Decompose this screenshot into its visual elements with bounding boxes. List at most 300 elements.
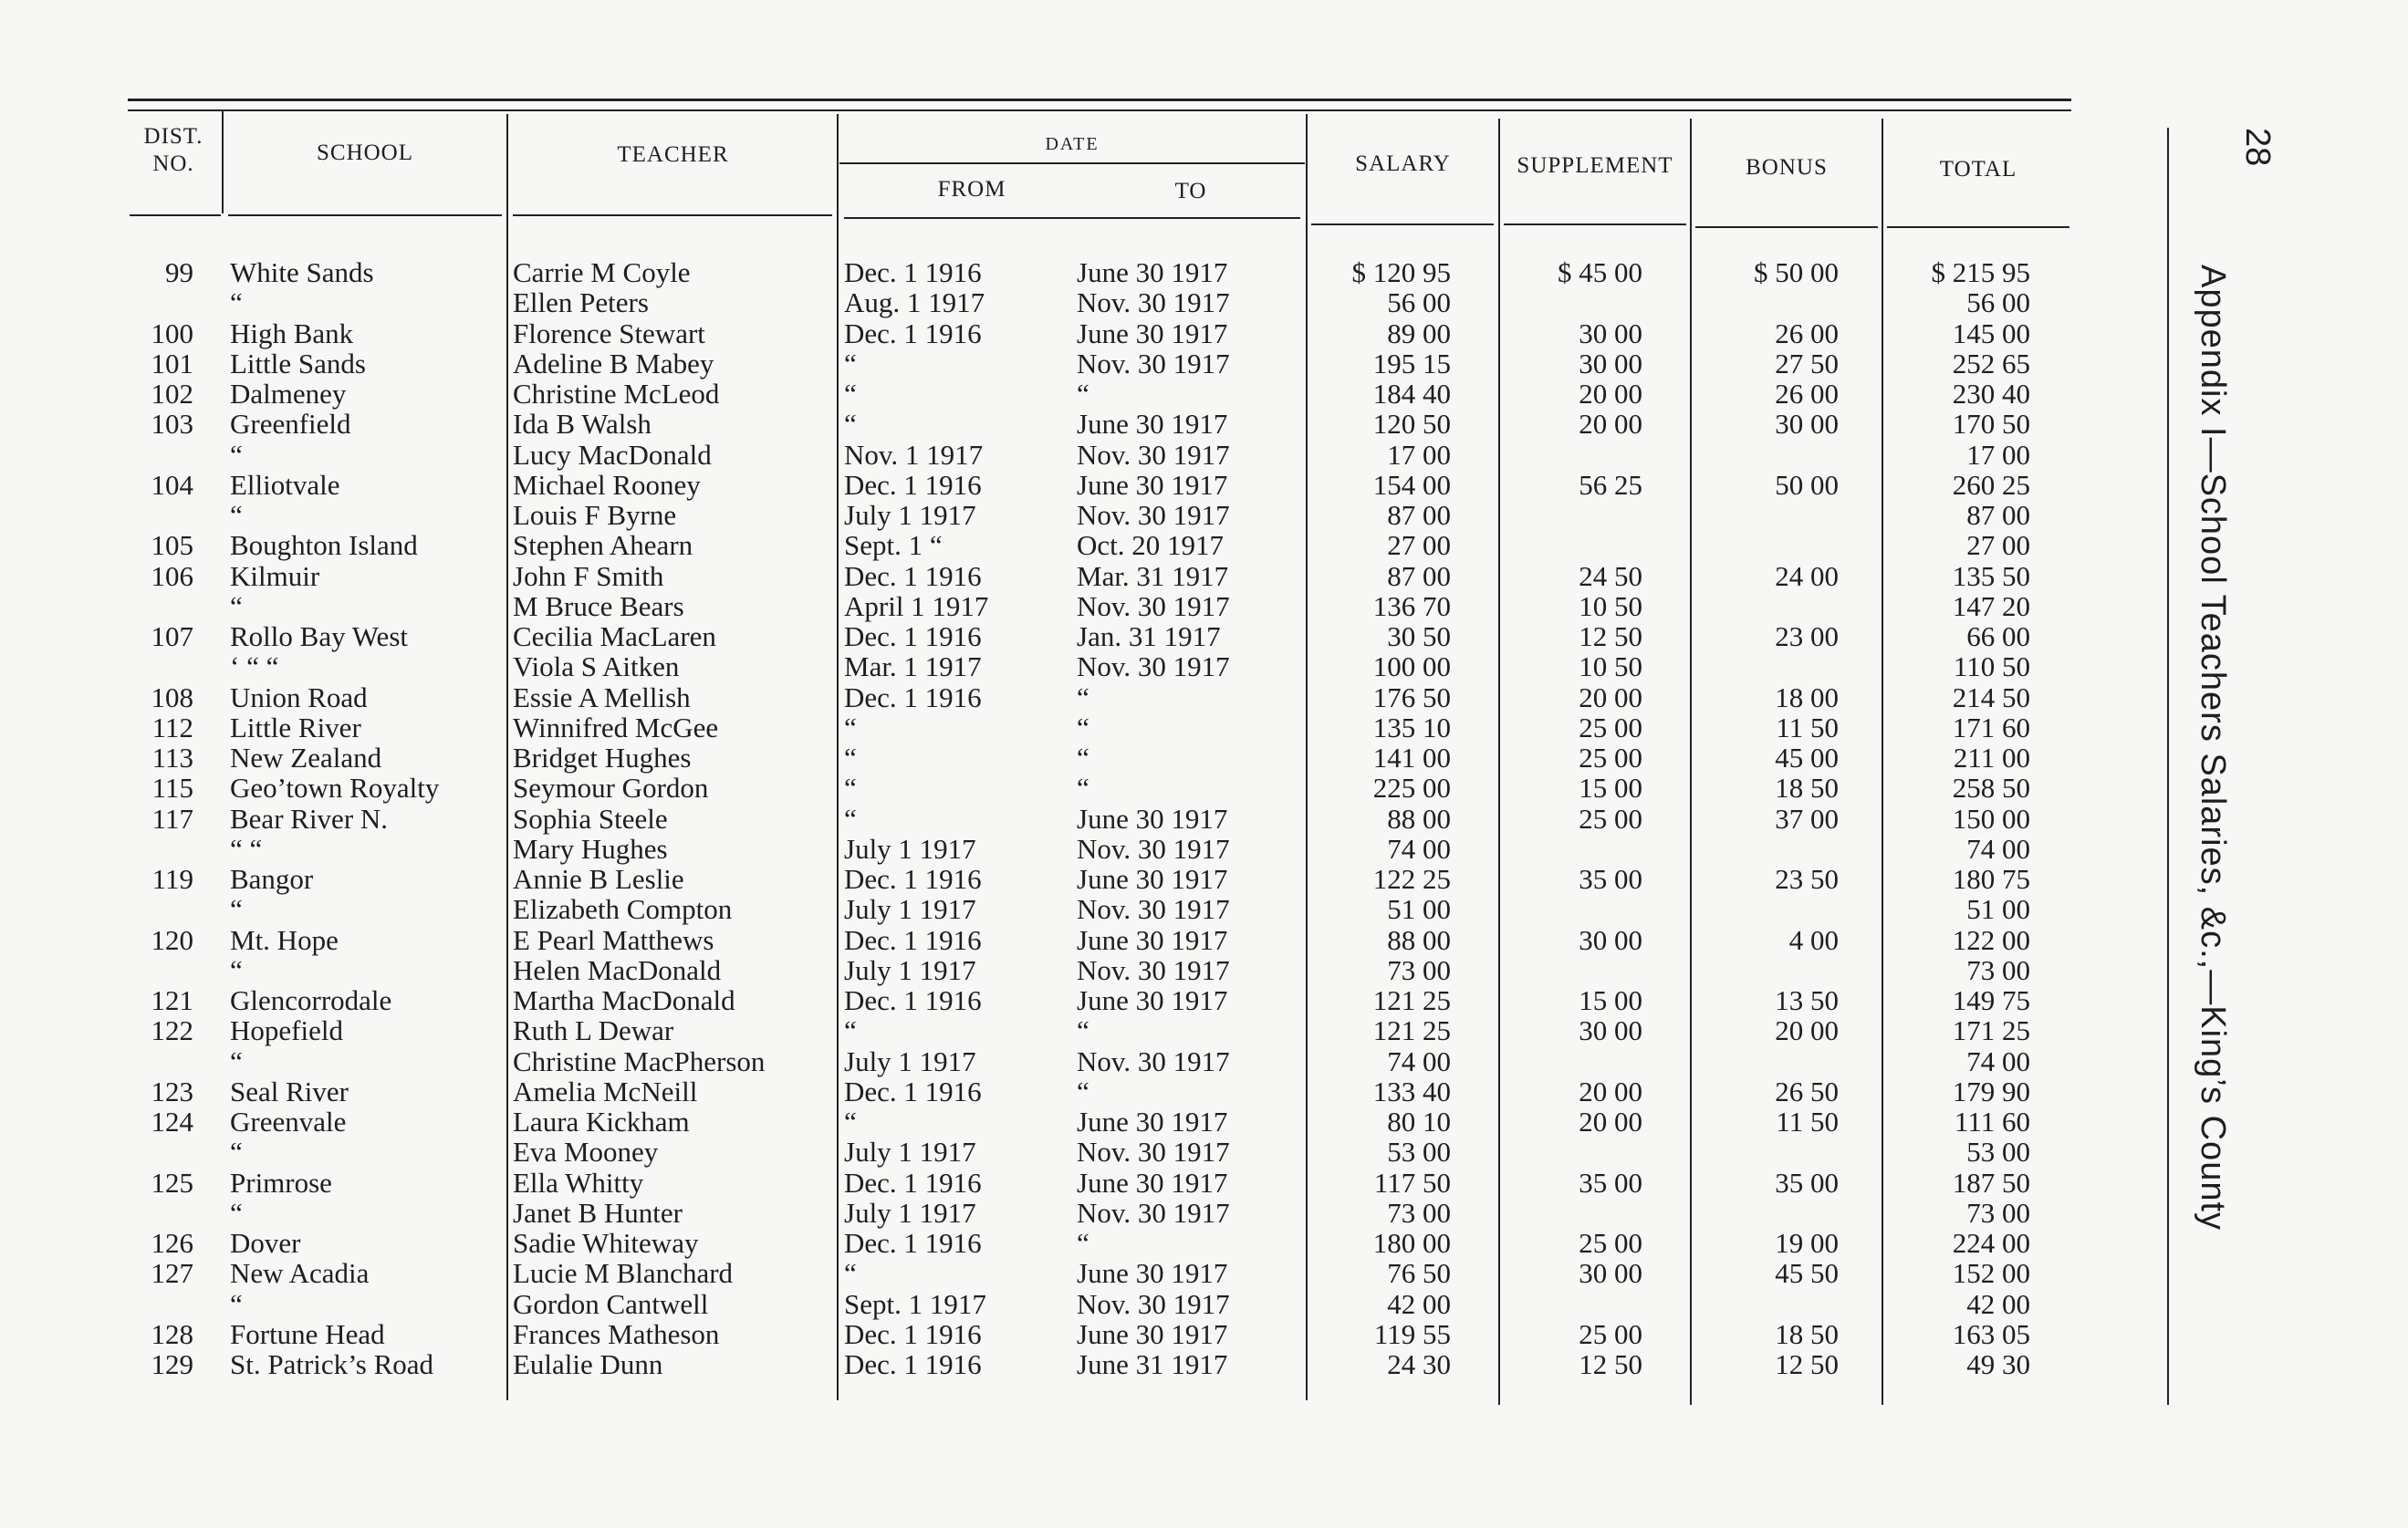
from-date-cell: “ <box>844 1257 857 1290</box>
salary-cell: $ 120 95 <box>1351 256 1451 288</box>
salary-cell: 225 00 <box>1372 772 1451 805</box>
school-cell: “ “ <box>230 832 263 865</box>
from-date-cell: July 1 1917 <box>844 1196 976 1229</box>
supplement-cell: 20 00 <box>1579 1106 1642 1138</box>
from-date-cell: Dec. 1 1916 <box>844 1317 982 1350</box>
school-cell: Rollo Bay West <box>230 620 408 652</box>
school-cell: “ <box>230 1136 243 1169</box>
to-date-cell: June 31 1917 <box>1077 1348 1228 1380</box>
to-date-cell: “ <box>1077 1227 1089 1259</box>
header-bonus: BONUS <box>1746 155 1828 180</box>
bonus-cell: 45 50 <box>1775 1257 1839 1290</box>
salary-cell: 122 25 <box>1372 863 1451 895</box>
table-row <box>0 500 2408 531</box>
bonus-cell: $ 50 00 <box>1754 256 1839 288</box>
total-cell: 163 05 <box>1952 1317 2030 1350</box>
side-caption <box>2167 128 2277 1332</box>
salary-cell: 136 70 <box>1372 589 1451 622</box>
school-cell: Little River <box>230 711 361 743</box>
total-cell: 17 00 <box>1966 438 2030 471</box>
bonus-cell: 26 00 <box>1775 317 1839 349</box>
table-row <box>0 318 2408 349</box>
school-cell: “ <box>230 953 243 986</box>
salary-cell: 42 00 <box>1387 1287 1451 1320</box>
from-date-cell: “ <box>844 711 857 743</box>
salary-cell: 56 00 <box>1387 286 1451 319</box>
to-date-cell: “ <box>1077 742 1089 774</box>
to-date-cell: June 30 1917 <box>1077 408 1228 441</box>
table-row <box>0 1137 2408 1168</box>
salary-cell: 74 00 <box>1387 832 1451 865</box>
total-cell: 110 50 <box>1953 650 2030 683</box>
dist-cell: 102 <box>151 378 193 410</box>
header-underline-7 <box>1695 226 1878 228</box>
total-cell: 180 75 <box>1952 863 2030 895</box>
total-cell: 147 20 <box>1952 589 2030 622</box>
from-date-cell: July 1 1917 <box>844 499 976 531</box>
dist-cell: 129 <box>151 1348 193 1380</box>
total-cell: 73 00 <box>1966 953 2030 986</box>
school-cell: Elliotvale <box>230 468 340 501</box>
supplement-cell: 56 25 <box>1579 468 1642 501</box>
to-date-cell: June 30 1917 <box>1077 1106 1228 1138</box>
bonus-cell: 18 50 <box>1775 1317 1839 1350</box>
from-date-cell: “ <box>844 772 857 805</box>
teacher-cell: Sadie Whiteway <box>513 1227 699 1259</box>
from-date-cell: Dec. 1 1916 <box>844 317 982 349</box>
teacher-cell: Martha MacDonald <box>513 984 735 1016</box>
teacher-cell: Helen MacDonald <box>513 953 722 986</box>
from-date-cell: July 1 1917 <box>844 893 976 926</box>
total-cell: 214 50 <box>1952 681 2030 713</box>
salary-cell: 184 40 <box>1372 378 1451 410</box>
header-salary: SALARY <box>1355 151 1451 176</box>
salary-cell: 195 15 <box>1372 347 1451 379</box>
table-row <box>0 1015 2408 1046</box>
supplement-cell: 20 00 <box>1579 681 1642 713</box>
dist-cell: 112 <box>151 711 193 743</box>
bonus-cell: 11 50 <box>1776 711 1839 743</box>
school-cell: Little Sands <box>230 347 366 379</box>
to-date-cell: “ <box>1077 772 1089 805</box>
salary-cell: 117 50 <box>1373 1166 1451 1199</box>
salary-cell: 53 00 <box>1387 1136 1451 1169</box>
school-cell: Dalmeney <box>230 378 347 410</box>
supplement-cell: 10 50 <box>1579 650 1642 683</box>
salary-cell: 141 00 <box>1372 742 1451 774</box>
school-cell: “ <box>230 893 243 926</box>
supplement-cell: 30 00 <box>1579 923 1642 956</box>
header-underline-3 <box>513 214 832 216</box>
to-date-cell: June 30 1917 <box>1077 984 1228 1016</box>
table-row <box>0 804 2408 835</box>
teacher-cell: Annie B Leslie <box>513 863 684 895</box>
teacher-cell: Ida B Walsh <box>513 408 652 441</box>
bonus-cell: 20 00 <box>1775 1014 1839 1047</box>
header-underline-5 <box>1311 223 1494 225</box>
from-date-cell: Dec. 1 1916 <box>844 863 982 895</box>
header-underline-8 <box>1887 226 2069 228</box>
supplement-cell: 24 50 <box>1579 559 1642 592</box>
to-date-cell: June 30 1917 <box>1077 802 1228 835</box>
total-cell: 152 00 <box>1952 1257 2030 1290</box>
total-cell: 171 25 <box>1952 1014 2030 1047</box>
total-cell: 51 00 <box>1966 893 2030 926</box>
school-cell: White Sands <box>230 256 374 288</box>
from-date-cell: “ <box>844 1014 857 1047</box>
bonus-cell: 4 00 <box>1788 923 1839 956</box>
to-date-cell: “ <box>1077 1075 1089 1107</box>
supplement-cell: 35 00 <box>1579 1166 1642 1199</box>
total-cell: 49 30 <box>1966 1348 2030 1380</box>
from-date-cell: Sept. 1 “ <box>844 529 943 562</box>
dist-cell: 125 <box>151 1166 193 1199</box>
salary-cell: 73 00 <box>1387 1196 1451 1229</box>
from-date-cell: Sept. 1 1917 <box>844 1287 986 1320</box>
teacher-cell: Eulalie Dunn <box>513 1348 663 1380</box>
supplement-cell: $ 45 00 <box>1558 256 1642 288</box>
supplement-cell: 15 00 <box>1579 772 1642 805</box>
to-date-cell: Nov. 30 1917 <box>1077 347 1230 379</box>
total-cell: 111 60 <box>1955 1106 2030 1138</box>
dist-cell: 123 <box>151 1075 193 1107</box>
from-date-cell: Dec. 1 1916 <box>844 984 982 1016</box>
supplement-cell: 12 50 <box>1579 620 1642 652</box>
supplement-cell: 25 00 <box>1579 742 1642 774</box>
bonus-cell: 23 00 <box>1775 620 1839 652</box>
to-date-cell: Nov. 30 1917 <box>1077 832 1230 865</box>
salary-cell: 24 30 <box>1387 1348 1451 1380</box>
bonus-cell: 30 00 <box>1775 408 1839 441</box>
from-date-cell: “ <box>844 347 857 379</box>
table-row <box>0 925 2408 956</box>
teacher-cell: Seymour Gordon <box>513 772 709 805</box>
to-date-cell: June 30 1917 <box>1077 468 1228 501</box>
total-cell: 171 60 <box>1952 711 2030 743</box>
school-cell: “ <box>230 499 243 531</box>
bonus-cell: 18 50 <box>1775 772 1839 805</box>
supplement-cell: 25 00 <box>1579 1317 1642 1350</box>
salary-cell: 51 00 <box>1387 893 1451 926</box>
bonus-cell: 26 00 <box>1775 378 1839 410</box>
supplement-cell: 35 00 <box>1579 863 1642 895</box>
supplement-cell: 10 50 <box>1579 589 1642 622</box>
from-date-cell: Dec. 1 1916 <box>844 559 982 592</box>
header-date: DATE <box>1045 134 1100 154</box>
to-date-cell: June 30 1917 <box>1077 256 1228 288</box>
dist-cell: 100 <box>151 317 193 349</box>
to-date-cell: Nov. 30 1917 <box>1077 1136 1230 1169</box>
from-date-cell: July 1 1917 <box>844 1136 976 1169</box>
to-date-cell: June 30 1917 <box>1077 1166 1228 1199</box>
school-cell: “ <box>230 438 243 471</box>
table-row <box>0 440 2408 471</box>
bonus-cell: 50 00 <box>1775 468 1839 501</box>
dist-cell: 106 <box>151 559 193 592</box>
supplement-cell: 25 00 <box>1579 802 1642 835</box>
table-row <box>0 712 2408 743</box>
col-sep-1 <box>222 111 224 213</box>
table-row <box>0 1076 2408 1107</box>
dist-cell: 105 <box>151 529 193 562</box>
to-date-cell: June 30 1917 <box>1077 1257 1228 1290</box>
total-cell: 87 00 <box>1966 499 2030 531</box>
salary-cell: 176 50 <box>1372 681 1451 713</box>
table-row <box>0 1046 2408 1077</box>
table-row <box>0 894 2408 925</box>
table-row <box>0 955 2408 986</box>
salary-cell: 133 40 <box>1372 1075 1451 1107</box>
salary-cell: 121 25 <box>1372 984 1451 1016</box>
salary-cell: 88 00 <box>1387 802 1451 835</box>
from-date-cell: Dec. 1 1916 <box>844 681 982 713</box>
school-cell: ‘ “ “ <box>230 650 279 683</box>
supplement-cell: 30 00 <box>1579 317 1642 349</box>
teacher-cell: Elizabeth Compton <box>513 893 733 926</box>
school-cell: Seal River <box>230 1075 349 1107</box>
table-row <box>0 348 2408 379</box>
header-underline-6 <box>1504 223 1686 225</box>
teacher-cell: Florence Stewart <box>513 317 705 349</box>
table-row <box>0 1349 2408 1380</box>
total-cell: 56 00 <box>1966 286 2030 319</box>
teacher-cell: Eva Mooney <box>513 1136 659 1169</box>
dist-cell: 121 <box>151 984 193 1016</box>
from-date-cell: July 1 1917 <box>844 1045 976 1077</box>
table-row <box>0 621 2408 652</box>
school-cell: “ <box>230 286 243 319</box>
table-row <box>0 257 2408 288</box>
to-date-cell: June 30 1917 <box>1077 923 1228 956</box>
school-cell: “ <box>230 1196 243 1229</box>
from-date-cell: July 1 1917 <box>844 953 976 986</box>
teacher-cell: Christine McLeod <box>513 378 720 410</box>
dist-cell: 120 <box>151 923 193 956</box>
dist-cell: 104 <box>151 468 193 501</box>
salary-cell: 76 50 <box>1387 1257 1451 1290</box>
teacher-cell: Christine MacPherson <box>513 1045 766 1077</box>
total-cell: 74 00 <box>1966 832 2030 865</box>
from-date-cell: Dec. 1 1916 <box>844 923 982 956</box>
header-school: SCHOOL <box>316 140 413 165</box>
table-row <box>0 409 2408 440</box>
supplement-cell: 20 00 <box>1579 1075 1642 1107</box>
supplement-cell: 25 00 <box>1579 1227 1642 1259</box>
table-row <box>0 1168 2408 1199</box>
total-cell: 73 00 <box>1966 1196 2030 1229</box>
total-cell: 170 50 <box>1952 408 2030 441</box>
table-row <box>0 379 2408 410</box>
school-cell: “ <box>230 589 243 622</box>
dist-cell: 124 <box>151 1106 193 1138</box>
to-date-cell: June 30 1917 <box>1077 863 1228 895</box>
top-rule-thick <box>128 99 2071 101</box>
total-cell: 145 00 <box>1952 317 2030 349</box>
to-date-cell: Nov. 30 1917 <box>1077 953 1230 986</box>
school-cell: New Zealand <box>230 742 382 774</box>
bonus-cell: 45 00 <box>1775 742 1839 774</box>
to-date-cell: Nov. 30 1917 <box>1077 499 1230 531</box>
total-cell: 74 00 <box>1966 1045 2030 1077</box>
from-date-cell: Dec. 1 1916 <box>844 1227 982 1259</box>
total-cell: 230 40 <box>1952 378 2030 410</box>
school-cell: Hopefield <box>230 1014 343 1047</box>
salary-cell: 121 25 <box>1372 1014 1451 1047</box>
school-cell: Greenvale <box>230 1106 347 1138</box>
top-rule-thin <box>128 109 2071 111</box>
supplement-cell: 15 00 <box>1579 984 1642 1016</box>
teacher-cell: Stephen Ahearn <box>513 529 693 562</box>
table-row <box>0 1289 2408 1320</box>
header-to: TO <box>1174 179 1207 203</box>
school-cell: Primrose <box>230 1166 332 1199</box>
teacher-cell: E Pearl Matthews <box>513 923 714 956</box>
total-cell: 150 00 <box>1952 802 2030 835</box>
salary-cell: 135 10 <box>1372 711 1451 743</box>
total-cell: 149 75 <box>1952 984 2030 1016</box>
from-date-cell: Dec. 1 1916 <box>844 256 982 288</box>
school-cell: Greenfield <box>230 408 351 441</box>
to-date-cell: June 30 1917 <box>1077 1317 1228 1350</box>
salary-cell: 87 00 <box>1387 559 1451 592</box>
salary-cell: 74 00 <box>1387 1045 1451 1077</box>
teacher-cell: Carrie M Coyle <box>513 256 691 288</box>
total-cell: 187 50 <box>1952 1166 2030 1199</box>
from-date-cell: “ <box>844 742 857 774</box>
supplement-cell: 12 50 <box>1579 1348 1642 1380</box>
salary-cell: 89 00 <box>1387 317 1451 349</box>
teacher-cell: Sophia Steele <box>513 802 668 835</box>
salary-cell: 27 00 <box>1387 529 1451 562</box>
salary-cell: 88 00 <box>1387 923 1451 956</box>
teacher-cell: Essie A Mellish <box>513 681 691 713</box>
header-teacher: TEACHER <box>617 142 729 167</box>
teacher-cell: Janet B Hunter <box>513 1196 683 1229</box>
bonus-cell: 24 00 <box>1775 559 1839 592</box>
dist-cell: 99 <box>165 256 193 288</box>
table-row <box>0 561 2408 592</box>
teacher-cell: Frances Matheson <box>513 1317 720 1350</box>
header-underline-4 <box>844 217 1300 219</box>
salary-cell: 87 00 <box>1387 499 1451 531</box>
to-date-cell: Jan. 31 1917 <box>1077 620 1221 652</box>
table-row <box>0 834 2408 865</box>
supplement-cell: 20 00 <box>1579 378 1642 410</box>
teacher-cell: Amelia McNeill <box>513 1075 698 1107</box>
table-row <box>0 1228 2408 1259</box>
dist-cell: 127 <box>151 1257 193 1290</box>
to-date-cell: Nov. 30 1917 <box>1077 1196 1230 1229</box>
salary-cell: 120 50 <box>1372 408 1451 441</box>
total-cell: 260 25 <box>1952 468 2030 501</box>
table-row <box>0 864 2408 895</box>
from-date-cell: April 1 1917 <box>844 589 989 622</box>
supplement-cell: 25 00 <box>1579 711 1642 743</box>
salary-cell: 100 00 <box>1372 650 1451 683</box>
school-cell: St. Patrick’s Road <box>230 1348 434 1380</box>
from-date-cell: Nov. 1 1917 <box>844 438 984 471</box>
dist-cell: 126 <box>151 1227 193 1259</box>
teacher-cell: Winnifred McGee <box>513 711 719 743</box>
salary-cell: 119 55 <box>1373 1317 1451 1350</box>
to-date-cell: Nov. 30 1917 <box>1077 650 1230 683</box>
bonus-cell: 19 00 <box>1775 1227 1839 1259</box>
header-dist <box>128 123 219 178</box>
school-cell: Geo’town Royalty <box>230 772 440 805</box>
school-cell: Mt. Hope <box>230 923 339 956</box>
from-date-cell: Dec. 1 1916 <box>844 620 982 652</box>
from-date-cell: July 1 1917 <box>844 832 976 865</box>
bonus-cell: 13 50 <box>1775 984 1839 1016</box>
teacher-cell: Lucie M Blanchard <box>513 1257 734 1290</box>
to-date-cell: Nov. 30 1917 <box>1077 1045 1230 1077</box>
total-cell: 252 65 <box>1952 347 2030 379</box>
teacher-cell: Ellen Peters <box>513 286 649 319</box>
teacher-cell: Michael Rooney <box>513 468 701 501</box>
dist-cell: 101 <box>151 347 193 379</box>
dist-cell: 107 <box>151 620 193 652</box>
teacher-cell: Louis F Byrne <box>513 499 677 531</box>
from-date-cell: Dec. 1 1916 <box>844 1348 982 1380</box>
teacher-cell: Mary Hughes <box>513 832 668 865</box>
total-cell: 27 00 <box>1966 529 2030 562</box>
bonus-cell: 11 50 <box>1776 1106 1839 1138</box>
table-row <box>0 743 2408 774</box>
teacher-cell: John F Smith <box>513 559 664 592</box>
to-date-cell: “ <box>1077 681 1089 713</box>
salary-cell: 17 00 <box>1387 438 1451 471</box>
table-row <box>0 470 2408 501</box>
bonus-cell: 26 50 <box>1775 1075 1839 1107</box>
header-underline-2 <box>228 214 502 216</box>
to-date-cell: Nov. 30 1917 <box>1077 589 1230 622</box>
salary-cell: 30 50 <box>1387 620 1451 652</box>
bonus-cell: 23 50 <box>1775 863 1839 895</box>
school-cell: Fortune Head <box>230 1317 385 1350</box>
school-cell: High Bank <box>230 317 354 349</box>
teacher-cell: Ruth L Dewar <box>513 1014 674 1047</box>
teacher-cell: Laura Kickham <box>513 1106 690 1138</box>
teacher-cell: Viola S Aitken <box>513 650 680 683</box>
school-cell: Glencorrodale <box>230 984 392 1016</box>
dist-cell: 128 <box>151 1317 193 1350</box>
to-date-cell: “ <box>1077 711 1089 743</box>
to-date-cell: June 30 1917 <box>1077 317 1228 349</box>
page-number: 28 <box>2238 128 2277 167</box>
table-row <box>0 1319 2408 1350</box>
running-title: Appendix I—School Teachers Salaries, &c.,—King’s County <box>2194 265 2232 1232</box>
from-date-cell: Aug. 1 1917 <box>844 286 985 319</box>
table-row <box>0 1258 2408 1289</box>
to-date-cell: Nov. 30 1917 <box>1077 893 1230 926</box>
dist-cell: 115 <box>151 772 193 805</box>
total-cell: 179 90 <box>1952 1075 2030 1107</box>
table-row <box>0 773 2408 804</box>
header-total: TOTAL <box>1939 157 2017 182</box>
header-from: FROM <box>937 177 1006 202</box>
salary-cell: 73 00 <box>1387 953 1451 986</box>
school-cell: Dover <box>230 1227 301 1259</box>
total-cell: 135 50 <box>1952 559 2030 592</box>
bonus-cell: 37 00 <box>1775 802 1839 835</box>
teacher-cell: Ella Whitty <box>513 1166 644 1199</box>
supplement-cell: 30 00 <box>1579 1014 1642 1047</box>
teacher-cell: Gordon Cantwell <box>513 1287 709 1320</box>
table-row <box>0 287 2408 318</box>
total-cell: 66 00 <box>1966 620 2030 652</box>
dist-cell: 103 <box>151 408 193 441</box>
table-row <box>0 530 2408 561</box>
